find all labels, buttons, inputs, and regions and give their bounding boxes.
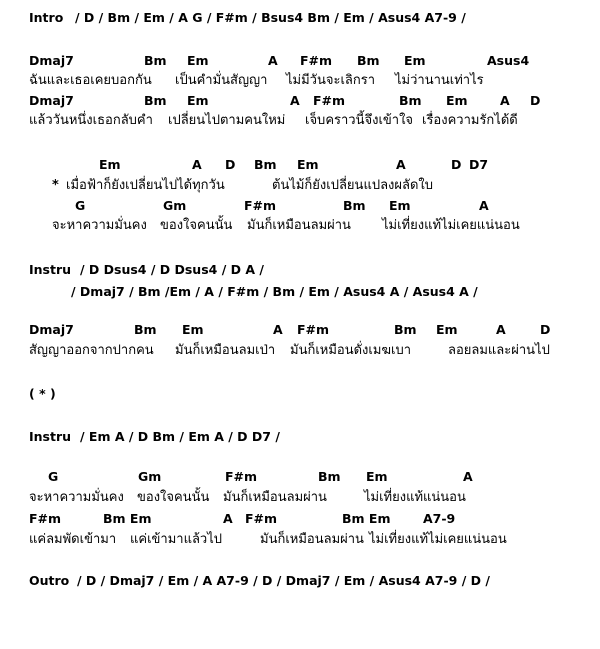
instru-progression: / D Dsus4 / D Dsus4 / D A / — [80, 262, 264, 277]
chord: Bm — [144, 93, 167, 108]
lyric-phrase: ไม่เที่ยงแท้ไม่เคยแน่นอน — [382, 218, 520, 233]
chord-line — [0, 155, 600, 175]
chord: D7 — [469, 157, 489, 172]
chord: Dmaj7 — [29, 93, 74, 108]
lyric-phrase: มันก็เหมือนลมเป่า — [175, 343, 276, 358]
lyric-line — [0, 111, 600, 131]
chord: A — [192, 157, 202, 172]
chord: F#m — [29, 511, 62, 526]
chord: A — [463, 469, 473, 484]
lyric-phrase: ของใจคนนั้น — [137, 490, 210, 505]
outro-label: Outro — [29, 573, 70, 588]
instru-label: Instru — [29, 429, 72, 444]
chord: A — [290, 93, 300, 108]
lyric-line — [0, 216, 600, 236]
lyric-phrase: ไม่เที่ยงแท้ไม่เคยแน่นอน — [369, 532, 507, 547]
chord: Bm — [357, 53, 380, 68]
chord: Em — [297, 157, 319, 172]
chord: Em — [182, 322, 204, 337]
intro-line — [0, 8, 600, 28]
lyric-phrase: มันก็เหมือนดั่งเมฆเบา — [290, 343, 412, 358]
instru-progression: / Em A / D Bm / Em A / D D7 / — [80, 429, 280, 444]
chord-line — [0, 509, 600, 529]
chord: F#m — [300, 53, 333, 68]
chord: A — [268, 53, 278, 68]
instru-line — [0, 427, 600, 447]
chord: Bm Em — [342, 511, 391, 526]
lyric-phrase: ของใจคนนั้น — [160, 218, 233, 233]
chord: Bm — [318, 469, 341, 484]
lyric-line — [0, 488, 600, 508]
lyric-phrase: เปลี่ยนไปตามคนใหม่ — [168, 113, 286, 128]
chord: Em — [404, 53, 426, 68]
outro-progression: / D / Dmaj7 / Em / A A7-9 / D / Dmaj7 / Em / Asus4 A7-9 / D / — [77, 573, 490, 588]
lyric-line — [0, 530, 600, 550]
chord: Em — [366, 469, 388, 484]
chord: Dmaj7 — [29, 53, 74, 68]
chord: Bm — [144, 53, 167, 68]
lyric-phrase: จะหาความมั่นคง — [29, 490, 124, 505]
chord: Gm — [138, 469, 162, 484]
outro-line — [0, 571, 600, 591]
chord: Bm — [399, 93, 422, 108]
lyric-phrase: ไม่เที่ยงแท้แน่นอน — [364, 490, 466, 505]
chord-line — [0, 91, 600, 111]
lyric-phrase: มันก็เหมือนลมผ่าน — [223, 490, 327, 505]
lyric-phrase: ต้นไม้ก็ยังเปลี่ยนแปลงผลัดใบ — [272, 178, 434, 193]
lyric-phrase: สัญญาออกจากปากคน — [29, 343, 154, 358]
chord: Asus4 — [487, 53, 530, 68]
intro-label: Intro — [29, 10, 64, 25]
chord: Bm — [254, 157, 277, 172]
chord: F#m — [313, 93, 346, 108]
chord: A — [479, 198, 489, 213]
lyric-phrase: แค่เข้ามาแล้วไป — [130, 532, 223, 547]
chord: Bm Em — [103, 511, 152, 526]
lyric-phrase: ลอยลมและผ่านไป — [448, 343, 550, 358]
chord-line — [0, 196, 600, 216]
lyric-phrase: แค่ลมพัดเข้ามา — [29, 532, 117, 547]
chord: F#m — [244, 198, 277, 213]
chord: Bm — [134, 322, 157, 337]
lyric-phrase: ฉันและเธอเคยบอกกัน — [29, 73, 152, 88]
chord: D — [451, 157, 462, 172]
chord: A — [396, 157, 406, 172]
chord: Em — [389, 198, 411, 213]
repeat-chorus-marker: ( * ) — [29, 386, 56, 401]
instru-line — [0, 260, 600, 280]
chord: G — [75, 198, 86, 213]
chord: F#m — [297, 322, 330, 337]
chord: A7-9 — [423, 511, 456, 526]
chord: Dmaj7 — [29, 322, 74, 337]
chorus-marker: * — [52, 178, 59, 193]
lyric-phrase: มันก็เหมือนลมผ่าน — [247, 218, 351, 233]
lyric-line — [0, 341, 600, 361]
chord-line — [0, 467, 600, 487]
lyric-phrase: แล้ววันหนึ่งเธอกลับคำ — [29, 113, 153, 128]
instru-label: Instru — [29, 262, 72, 277]
chord: A — [223, 511, 233, 526]
repeat-line — [0, 384, 600, 404]
chord: F#m — [245, 511, 278, 526]
chord: Em — [446, 93, 468, 108]
chord: D — [225, 157, 236, 172]
chord: Bm — [394, 322, 417, 337]
chord: Em — [187, 93, 209, 108]
instru-progression: / Dmaj7 / Bm /Em / A / F#m / Bm / Em / Asus4 A / Asus4 A / — [71, 284, 478, 299]
chord: A — [500, 93, 510, 108]
lyric-phrase: มันก็เหมือนลมผ่าน — [260, 532, 364, 547]
chord: Em — [436, 322, 458, 337]
chord: Bm — [343, 198, 366, 213]
chord: Gm — [163, 198, 187, 213]
chord: Em — [187, 53, 209, 68]
chord-line — [0, 320, 600, 340]
lyric-line — [0, 176, 600, 196]
intro-progression: / D / Bm / Em / A G / F#m / Bsus4 Bm / Em / Asus4 A7-9 / — [75, 10, 466, 25]
lyric-phrase: เมื่อฟ้าก็ยังเปลี่ยนไปได้ทุกวัน — [66, 178, 225, 193]
chord: G — [48, 469, 59, 484]
lyric-phrase: เจ็บคราวนี้จึงเข้าใจ — [305, 113, 414, 128]
chord: D — [530, 93, 541, 108]
chord: A — [273, 322, 283, 337]
instru-line — [0, 282, 600, 302]
chord: D — [540, 322, 551, 337]
chord: F#m — [225, 469, 258, 484]
chord-line — [0, 51, 600, 71]
lyric-phrase: เป็นคำมั่นสัญญา — [175, 73, 268, 88]
lyric-phrase: เรื่องความรักได้ดี — [422, 113, 518, 128]
lyric-line — [0, 71, 600, 91]
lyric-phrase: ไม่ว่านานเท่าไร — [395, 73, 484, 88]
lyric-phrase: จะหาความมั่นคง — [52, 218, 147, 233]
chord: Em — [99, 157, 121, 172]
chord: A — [496, 322, 506, 337]
lyric-phrase: ไม่มีวันจะเลิกรา — [286, 73, 376, 88]
